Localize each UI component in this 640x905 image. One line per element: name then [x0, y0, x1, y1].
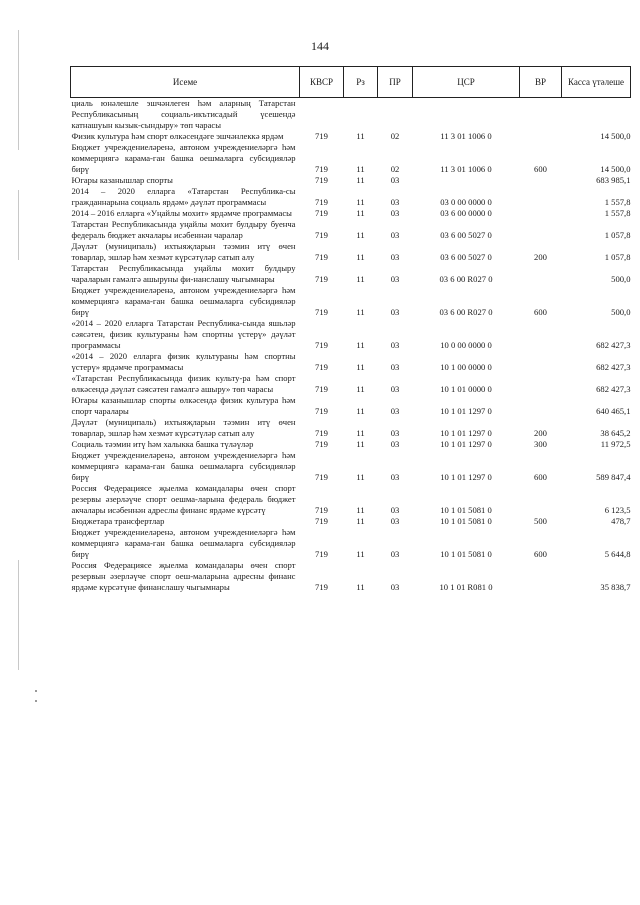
row-rz: 11	[356, 472, 365, 482]
row-sum: 589 847,4	[596, 472, 631, 482]
row-pr: 03	[390, 439, 400, 449]
row-rz: 11	[356, 164, 365, 174]
row-kvsr: 719	[315, 131, 328, 141]
row-kvsr: 719	[315, 384, 328, 394]
row-sum: 38 645,2	[600, 428, 631, 438]
row-name: Бюджет учреждениеләренә, автоном учреждениеләргә һәм коммерциягә карама-ган башка оешмаларга субсидияләр бирү	[71, 142, 296, 174]
row-sum	[562, 98, 631, 132]
row-vr: 200	[534, 428, 547, 438]
row-sum: 500,0	[611, 274, 631, 284]
table-row	[71, 439, 631, 450]
row-vr	[520, 186, 562, 208]
row-sum: 5 644,8	[604, 549, 631, 559]
row-vr	[520, 98, 562, 132]
row-sum: 682 427,3	[596, 362, 631, 372]
row-rz: 11	[356, 516, 365, 526]
row-name: Югары казанышлар спорты өлкәсендә физик культура һәм спорт чаралары	[71, 395, 296, 416]
row-vr	[520, 318, 562, 351]
row-kvsr: 719	[315, 582, 328, 592]
row-rz: 11	[356, 307, 365, 317]
table-row	[71, 142, 631, 175]
row-kvsr: 719	[315, 472, 328, 482]
table-row	[71, 450, 631, 483]
table-row	[71, 373, 631, 395]
row-rz: 11	[356, 208, 365, 218]
table-row	[71, 483, 631, 516]
table-row	[71, 527, 631, 560]
row-rz: 11	[356, 582, 365, 592]
row-pr: 03	[390, 428, 400, 438]
row-csr: 03 0 00 0000 0	[440, 197, 492, 207]
row-rz: 11	[356, 197, 365, 207]
table-row	[71, 285, 631, 318]
row-csr: 03 6 00 0000 0	[440, 208, 492, 218]
row-kvsr: 719	[315, 274, 328, 284]
row-sum: 478,7	[611, 516, 631, 526]
table-row	[71, 208, 631, 219]
row-kvsr: 719	[315, 208, 328, 218]
row-csr: 03 6 00 5027 0	[440, 252, 492, 262]
row-csr: 10 1 01 5081 0	[440, 505, 492, 515]
header-vr: ВР	[520, 67, 562, 98]
row-name: Бюджет учреждениеләренә, автоном учреждениеләргә һәм коммерциягә карама-ган башка оешмаларга субсидияләр бирү	[71, 527, 296, 559]
row-name: Бюджетара трансфертлар	[71, 516, 165, 526]
row-vr	[520, 219, 562, 241]
row-sum: 1 557,8	[604, 208, 631, 218]
row-vr: 600	[534, 472, 547, 482]
row-sum: 14 500,0	[600, 131, 631, 141]
row-name: Социаль тәэмин итү һәм халыкка башка түләүләр	[71, 439, 254, 449]
row-kvsr: 719	[315, 164, 328, 174]
row-vr: 600	[534, 164, 547, 174]
row-kvsr: 719	[315, 549, 328, 559]
row-sum: 683 985,1	[596, 175, 631, 185]
row-csr: 10 1 01 5081 0	[440, 549, 492, 559]
row-rz: 11	[356, 175, 365, 185]
table-row	[71, 395, 631, 417]
row-rz: 11	[356, 439, 365, 449]
row-name: «2014 – 2020 елларга Татарстан Республика-сында яшьләр сәясәтен, физик культураны һәм спортны үстерү» дәүләт программасы	[71, 318, 296, 350]
row-name: Татарстан Республикасында уңайлы мохит булдыру буенча федераль бюджет акчалары исәбеннән чаралар	[71, 219, 296, 240]
row-kvsr: 719	[315, 439, 328, 449]
header-rz: Рз	[344, 67, 378, 98]
row-pr: 03	[390, 252, 400, 262]
row-rz: 11	[356, 384, 365, 394]
row-name: 2014 – 2016 елларга «Уңайлы мохит» ярдәмче программасы	[71, 208, 292, 218]
row-csr: 10 1 00 0000 0	[440, 362, 492, 372]
row-sum: 682 427,3	[596, 384, 631, 394]
header-kvsr: КВСР	[300, 67, 344, 98]
row-sum: 6 123,5	[604, 505, 631, 515]
header-pr: ПР	[378, 67, 413, 98]
table-row	[71, 186, 631, 208]
row-kvsr: 719	[315, 252, 328, 262]
table-body	[71, 98, 631, 594]
table-row	[71, 241, 631, 263]
row-name: Бюджет учреждениеләренә, автоном учреждениеләргә һәм коммерциягә карама-ган башка оешмаларга субсидияләр бирү	[71, 285, 296, 317]
row-csr: 10 1 01 1297 0	[440, 472, 492, 482]
table-row	[71, 98, 631, 132]
row-vr: 500	[534, 516, 547, 526]
row-name: Россия Федерациясе җыелма командалары өчен спорт резервы әзерләүче спорт оешма-ларына федераль бюджет акчалары исәбеннән адреслы финанс ярдәме күрсәтү	[71, 483, 296, 515]
row-kvsr: 719	[315, 516, 328, 526]
row-kvsr: 719	[315, 307, 328, 317]
row-pr: 02	[390, 131, 400, 141]
row-name: Татарстан Республикасында уңайлы мохит булдыру чараларын гамәлгә ашыруны фи-нанслашу чыгымнары	[71, 263, 296, 284]
row-pr: 03	[390, 197, 400, 207]
row-sum: 1 057,8	[604, 230, 631, 240]
row-pr: 03	[390, 549, 400, 559]
row-pr: 03	[390, 175, 400, 185]
row-pr: 03	[390, 516, 400, 526]
row-csr: 03 6 00 R027 0	[439, 274, 493, 284]
row-pr: 03	[390, 505, 400, 515]
row-vr: 300	[534, 439, 547, 449]
row-sum: 35 838,7	[600, 582, 631, 592]
row-csr	[413, 98, 520, 132]
row-kvsr: 719	[315, 505, 328, 515]
row-sum: 11 972,5	[600, 439, 631, 449]
row-csr: 10 1 01 0000 0	[440, 384, 492, 394]
row-csr	[413, 175, 520, 186]
row-vr	[520, 483, 562, 516]
row-pr: 03	[390, 307, 400, 317]
margin-scan-dot	[35, 690, 37, 692]
row-name: Дәүләт (муниципаль) ихтыяҗларын тәэмин итү өчен товарлар, эшләр һәм хезмәт күрсәтүләр сатып алу	[71, 417, 296, 438]
row-sum: 14 500,0	[600, 164, 631, 174]
header-name: Исеме	[71, 67, 300, 98]
row-pr: 03	[390, 230, 400, 240]
row-rz: 11	[356, 131, 365, 141]
row-rz: 11	[356, 505, 365, 515]
row-pr: 03	[390, 582, 400, 592]
table-row	[71, 219, 631, 241]
row-pr: 03	[390, 406, 400, 416]
row-vr	[520, 351, 562, 373]
row-name: Физик культура һәм спорт өлкәсендәге эшчәнлеккә ярдәм	[71, 131, 284, 141]
row-csr: 03 6 00 R027 0	[439, 307, 493, 317]
row-name: Россия Федерациясе җыелма командалары өчен спорт резервын әзерләүче спорт оеш-маларына адресны финанс ярдәме күрсәтүне финанслашу чыгымнары	[71, 560, 296, 592]
table-header-row	[71, 67, 631, 98]
table-row	[71, 263, 631, 285]
row-pr	[378, 98, 413, 132]
row-kvsr: 719	[315, 230, 328, 240]
table-row	[71, 417, 631, 439]
table-row	[71, 175, 631, 186]
row-name: «2014 – 2020 елларга физик культураны һәм спортны үстерү» ярдәмче программасы	[71, 351, 296, 372]
header-csr: ЦСР	[413, 67, 520, 98]
row-vr: 200	[534, 252, 547, 262]
margin-scan-dot	[35, 700, 37, 702]
row-csr: 10 1 01 1297 0	[440, 428, 492, 438]
row-vr	[520, 208, 562, 219]
row-pr: 03	[390, 340, 400, 350]
row-rz: 11	[356, 428, 365, 438]
row-rz: 11	[356, 274, 365, 284]
row-name: «Татарстан Республикасында физик культу-ра һәм спорт өлкәсендә дәүләт сәясәтен гамәлгә ашыру» төп чарасы	[71, 373, 296, 394]
row-vr	[520, 560, 562, 593]
row-sum: 1 557,8	[604, 197, 631, 207]
row-rz: 11	[356, 252, 365, 262]
row-sum: 500,0	[611, 307, 631, 317]
table-row	[71, 516, 631, 527]
row-vr	[520, 175, 562, 186]
table-row	[71, 351, 631, 373]
row-rz: 11	[356, 549, 365, 559]
page-number: 144	[311, 39, 329, 53]
row-kvsr: 719	[315, 406, 328, 416]
row-csr: 11 3 01 1006 0	[440, 164, 492, 174]
row-csr: 10 1 01 5081 0	[440, 516, 492, 526]
row-name: Югары казанышлар спорты	[71, 175, 173, 185]
margin-scan-line	[18, 560, 19, 670]
row-sum: 682 427,3	[596, 340, 631, 350]
row-rz: 11	[356, 340, 365, 350]
budget-table-container	[70, 66, 630, 593]
row-name: Дәүләт (муниципаль) ихтыяҗларын тәэмин итү өчен товарлар, эшләр һәм хезмәт күрсәтүләр сатып алу	[71, 241, 296, 262]
row-vr: 600	[534, 549, 547, 559]
row-vr	[520, 373, 562, 395]
row-csr: 11 3 01 1006 0	[440, 131, 492, 141]
table-row	[71, 318, 631, 351]
row-pr: 03	[390, 274, 400, 284]
row-kvsr: 719	[315, 175, 328, 185]
row-kvsr: 719	[315, 340, 328, 350]
row-rz: 11	[356, 362, 365, 372]
row-rz: 11	[356, 230, 365, 240]
row-vr	[520, 395, 562, 417]
row-sum: 1 057,8	[604, 252, 631, 262]
row-vr	[520, 263, 562, 285]
row-rz: 11	[356, 406, 365, 416]
row-kvsr	[300, 98, 344, 132]
row-csr: 10 1 01 1297 0	[440, 439, 492, 449]
row-vr	[520, 131, 562, 142]
row-kvsr: 719	[315, 428, 328, 438]
row-pr: 03	[390, 362, 400, 372]
row-pr: 03	[390, 472, 400, 482]
row-csr: 03 6 00 5027 0	[440, 230, 492, 240]
row-rz	[344, 98, 378, 132]
row-name: циаль юнәлешле эшчәнлеген һәм аларның Татарстан Республикасының социаль-икътисадый үсешендә катнашуын кызык-сындыру» төп чарасы	[71, 98, 296, 130]
row-vr: 600	[534, 307, 547, 317]
row-pr: 03	[390, 384, 400, 394]
row-pr: 03	[390, 208, 400, 218]
row-name: Бюджет учреждениеләренә, автоном учреждениеләргә һәм коммерциягә карама-ган башка оешмаларга субсидияләр бирү	[71, 450, 296, 482]
row-kvsr: 719	[315, 197, 328, 207]
row-csr: 10 0 00 0000 0	[440, 340, 492, 350]
row-kvsr: 719	[315, 362, 328, 372]
margin-scan-line	[18, 190, 19, 260]
header-cash-execution: Касса үтәлеше	[562, 67, 631, 98]
row-csr: 10 1 01 1297 0	[440, 406, 492, 416]
table-row	[71, 131, 631, 142]
table-row	[71, 560, 631, 593]
row-name: 2014 – 2020 елларга «Татарстан Республика-сы гражданнарына социаль ярдәм» дәүләт программасы	[71, 186, 296, 207]
row-csr: 10 1 01 R081 0	[439, 582, 493, 592]
row-sum: 640 465,1	[596, 406, 631, 416]
row-pr: 02	[390, 164, 400, 174]
budget-table	[70, 66, 631, 593]
